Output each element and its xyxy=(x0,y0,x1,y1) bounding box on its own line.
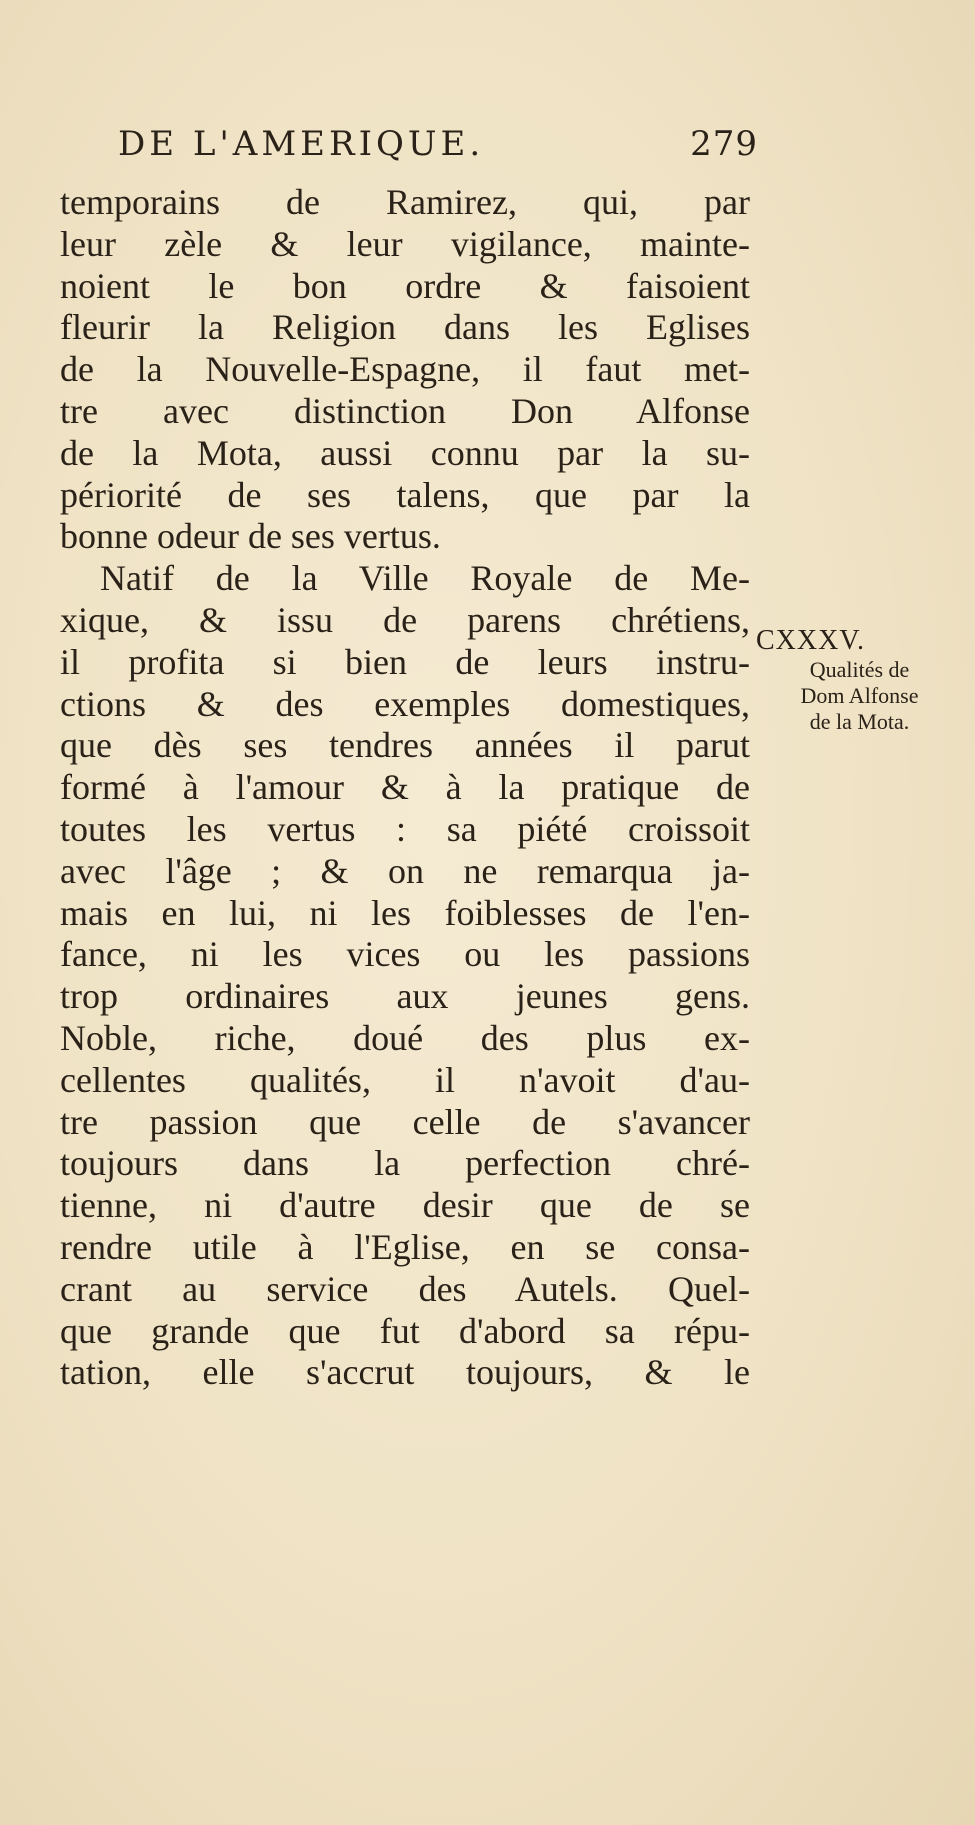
running-title: DE L'AMERIQUE. xyxy=(118,124,485,164)
text-line: ctions & des exemples domestiques, xyxy=(60,683,750,724)
text-line: mais en lui, ni les foiblesses de l'en- xyxy=(60,892,750,933)
margin-note-number: CXXXV. xyxy=(756,625,865,656)
margin-note-line: Qualités de xyxy=(809,657,910,682)
text-line: de la Mota, aussi connu par la su- xyxy=(60,432,750,473)
text-line: que dès ses tendres années il parut xyxy=(60,725,750,766)
text-line: leur zèle & leur vigilance, mainte- xyxy=(60,223,750,264)
text-line: il profita si bien de leurs instru- xyxy=(60,641,750,682)
text-line: cellentes qualités, il n'avoit d'au- xyxy=(60,1059,750,1100)
text-line: trop ordinaires aux jeunes gens. xyxy=(60,976,750,1017)
text-line: de la Nouvelle-Espagne, il faut met- xyxy=(60,349,750,390)
text-line: toujours dans la perfection chré- xyxy=(60,1143,750,1184)
text-line: fance, ni les vices ou les passions xyxy=(60,934,750,975)
text-line: que grande que fut d'abord sa répu- xyxy=(60,1310,750,1351)
text-line: tienne, ni d'autre desir que de se xyxy=(60,1185,750,1226)
text-line: crant au service des Autels. Quel- xyxy=(60,1268,750,1309)
text-line: tre avec distinction Don Alfonse xyxy=(60,390,750,431)
text-line: toutes les vertus : sa piété croissoit xyxy=(60,808,750,849)
text-line: rendre utile à l'Eglise, en se consa- xyxy=(60,1226,750,1267)
margin-note-line: de la Mota. xyxy=(809,709,910,734)
page-header xyxy=(118,124,758,174)
text-line: noient le bon ordre & faisoient xyxy=(60,265,750,306)
text-line: tation, elle s'accrut toujours, & le xyxy=(60,1352,750,1393)
text-line: fleurir la Religion dans les Eglises xyxy=(60,307,750,348)
text-line: tre passion que celle de s'avancer xyxy=(60,1101,750,1142)
margin-note-line: Dom Alfonse xyxy=(800,683,919,708)
margin-note xyxy=(752,625,967,735)
text-line: Noble, riche, doué des plus ex- xyxy=(60,1017,750,1058)
text-line: bonne odeur de ses vertus. xyxy=(60,516,441,557)
text-line: périorité de ses talens, que par la xyxy=(60,474,750,515)
body-text xyxy=(60,182,750,1394)
page-number: 279 xyxy=(690,124,758,164)
text-line: Natif de la Ville Royale de Me- xyxy=(100,558,750,599)
text-line: formé à l'amour & à la pratique de xyxy=(60,767,750,808)
text-line: temporains de Ramirez, qui, par xyxy=(60,182,750,222)
text-line: xique, & issu de parens chrétiens, xyxy=(60,599,750,640)
text-line: avec l'âge ; & on ne remarqua ja- xyxy=(60,850,750,891)
